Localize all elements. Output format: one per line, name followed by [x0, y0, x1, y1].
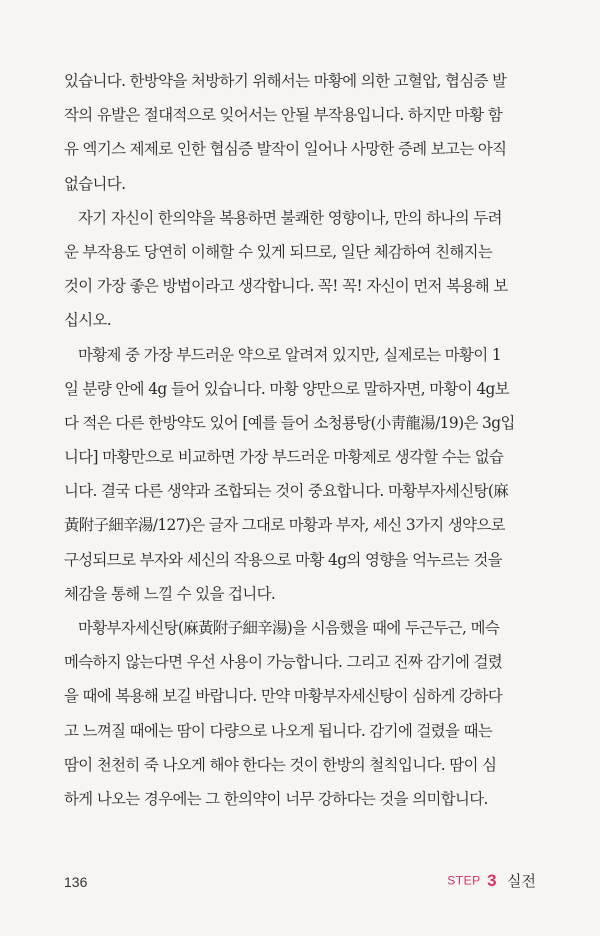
text-line: 니다. 결국 다른 생약과 조합되는 것이 중요합니다. 마황부자세신탕(麻	[64, 482, 509, 501]
step-number: 3	[487, 870, 497, 890]
paragraph-4	[64, 611, 538, 816]
text-line: 마황부자세신탕(麻黃附子細辛湯)을 시음했을 때에 두근두근, 메슥	[78, 619, 500, 637]
text-line: 고 느껴질 때에는 땀이 다량으로 나오게 됩니다. 감기에 걸렸을 때는	[64, 721, 493, 740]
text-line: 땀이 천천히 죽 나오게 해야 한다는 것이 한방의 철칙입니다. 땀이 심	[64, 755, 497, 774]
paragraph-1	[64, 64, 538, 201]
text-line: 운 부작용도 당연히 이해할 수 있게 되므로, 일단 체감하여 친해지는	[64, 242, 493, 261]
text-line: 것이 가장 좋은 방법이라고 생각합니다. 꼭! 꼭! 자신이 먼저 복용해 보	[64, 277, 508, 296]
text-line: 유 엑기스 제제로 인한 협심증 발작이 일어나 사망한 증례 보고는 아직	[64, 140, 507, 159]
body-text	[64, 64, 538, 816]
text-line: 없습니다.	[64, 174, 126, 193]
text-line: 마황제 중 가장 부드러운 약으로 알려져 있지만, 실제로는 마황이 1	[78, 345, 502, 364]
page-number: 136	[64, 874, 88, 890]
text-line: 을 때에 복용해 보길 바랍니다. 만약 마황부자세신탕이 심하게 강하다	[64, 687, 503, 706]
page-footer	[64, 870, 536, 898]
text-line: 있습니다. 한방약을 처방하기 위해서는 마황에 의한 고혈압, 협심증 발	[64, 72, 507, 90]
text-line: 다 적은 다른 한방약도 있어 [예를 들어 소청룡탕(小靑龍湯/19)은 3g입	[64, 413, 515, 432]
text-line: 하게 나오는 경우에는 그 한의약이 너무 강하다는 것을 의미합니다.	[64, 789, 488, 808]
text-line: 십시오.	[64, 311, 112, 330]
text-line: 체감을 통해 느낄 수 있을 겁니다.	[64, 584, 276, 603]
text-line: 자기 자신이 한의약을 복용하면 불쾌한 영향이나, 만의 하나의 두려	[78, 208, 502, 227]
text-line: 일 분량 안에 4g 들어 있습니다. 마황 양만으로 말하자면, 마황이 4g보	[64, 379, 510, 398]
step-label: STEP	[447, 873, 481, 888]
paragraph-3	[64, 338, 538, 612]
text-line: 니다] 마황만으로 비교하면 가장 부드러운 마황제로 생각할 수는 없습	[64, 448, 504, 467]
paragraph-2	[64, 201, 538, 338]
chapter-title: 실전	[507, 873, 536, 890]
text-line: 작의 유발은 절대적으로 잊어서는 안될 부작용입니다. 하지만 마황 함	[64, 106, 503, 125]
text-line: 黃附子細辛湯/127)은 글자 그대로 마황과 부자, 세신 3가지 생약으로	[64, 516, 505, 535]
running-head	[447, 870, 536, 891]
text-line: 구성되므로 부자와 세신의 작용으로 마황 4g의 영향을 억누르는 것을	[64, 550, 503, 569]
text-line: 메슥하지 않는다면 우선 사용이 가능합니다. 그리고 진짜 감기에 걸렸	[64, 653, 503, 672]
